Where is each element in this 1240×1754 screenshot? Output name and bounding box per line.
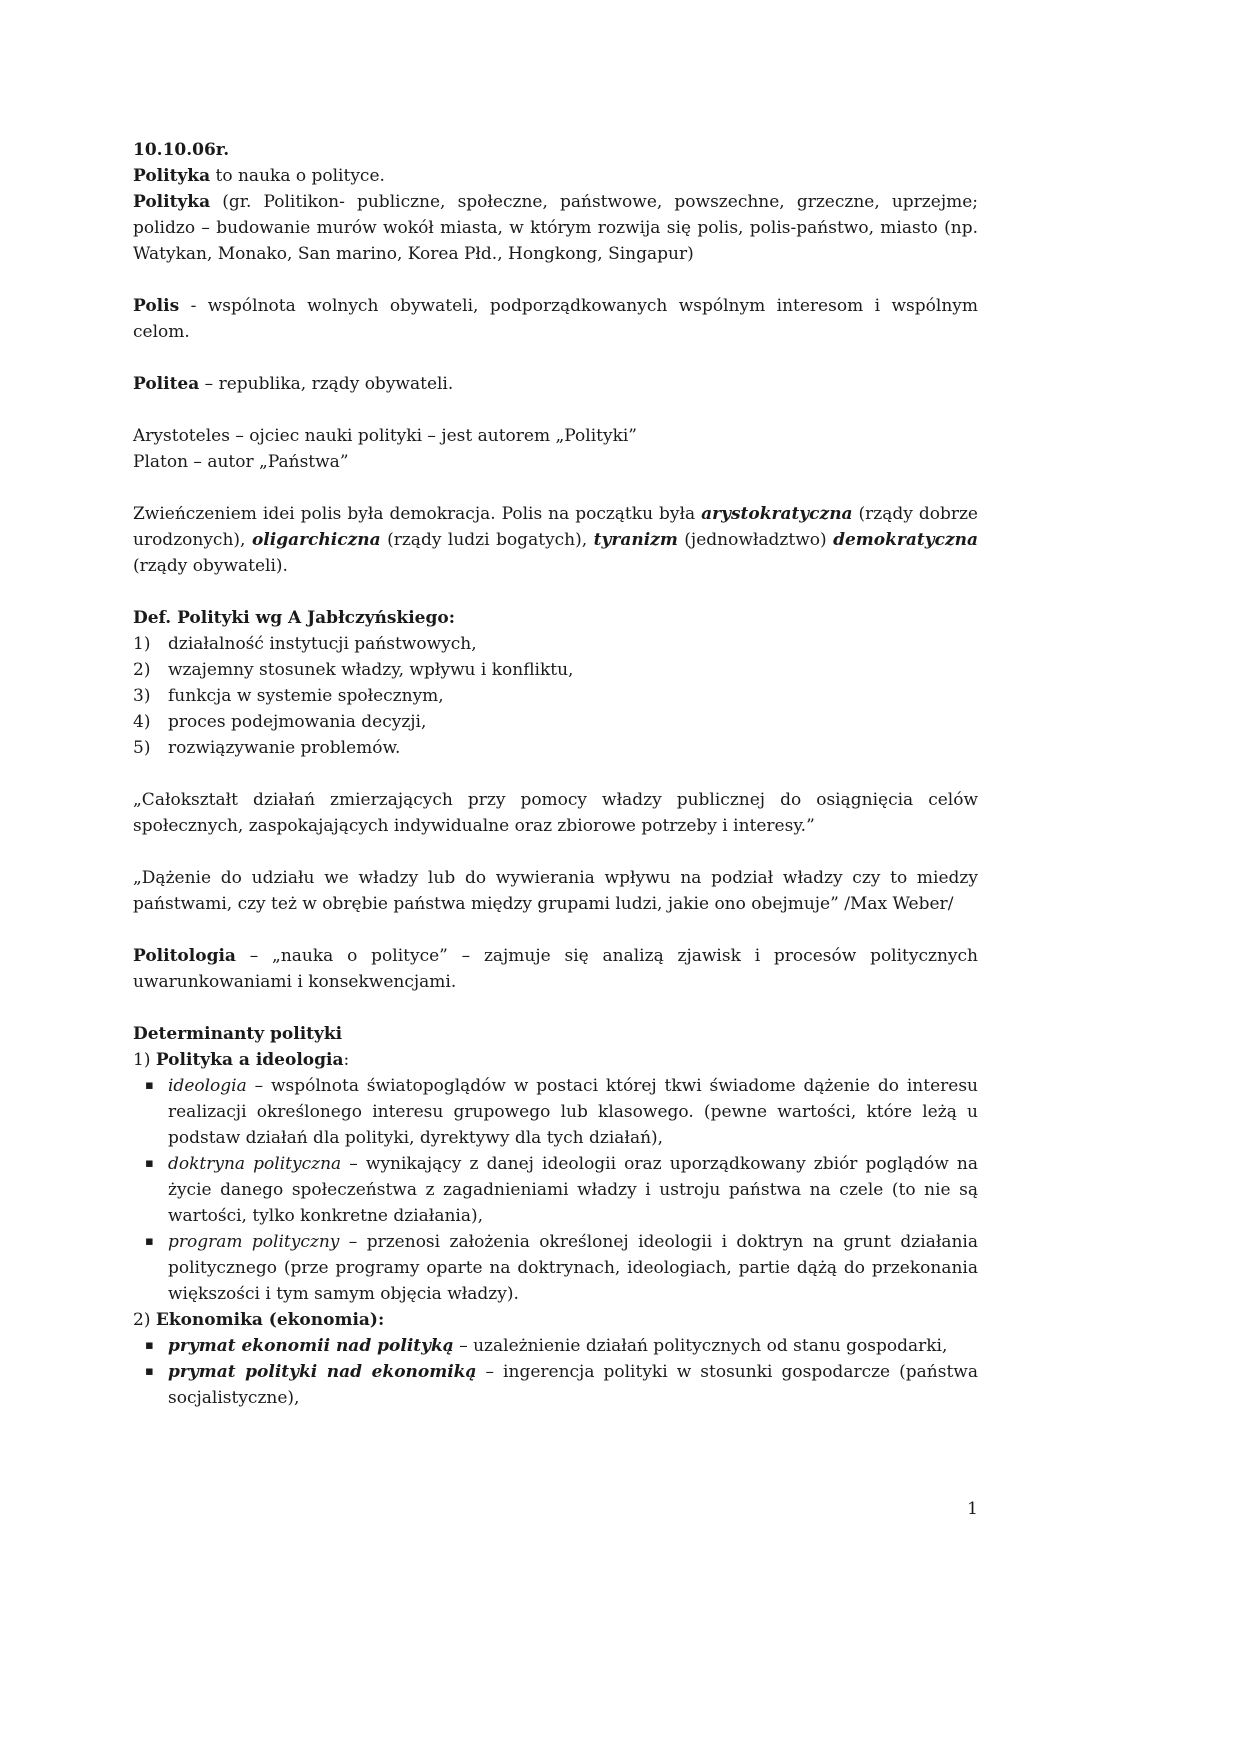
bullet-icon: ▪ [145, 1078, 154, 1093]
bullet-lead-term: ideologia [168, 1076, 247, 1096]
text-segment: – „nauka o polityce” – zajmuje się analizą zjawisk i procesów politycznych uwarunkowaniami i konsekwencjami. [133, 946, 978, 992]
text-segment: Arystoteles – ojciec nauki polityki – jest autorem „Polityki” [133, 426, 637, 446]
subheading-polityka-ideologia [133, 1047, 978, 1073]
term-tyranizm: tyranizm [593, 530, 678, 550]
text-segment: (jednowładztwo) [677, 530, 834, 550]
bullet-list-item [133, 1359, 978, 1411]
bullet-icon: ▪ [145, 1234, 154, 1249]
bullet-body-text: – ingerencja polityki w stosunki gospodarcze (państwa socjalistyczne), [168, 1362, 978, 1408]
term-politea: Politea [133, 374, 200, 394]
list-item-number: 4) [133, 712, 151, 732]
bullet-icon: ▪ [145, 1364, 154, 1379]
text-segment: (rządy ludzi bogatych), [380, 530, 594, 550]
list-item-number: 3) [133, 686, 151, 706]
text-segment: to nauka o polityce. [210, 166, 385, 186]
paragraph-platon [133, 449, 978, 475]
heading-def-polityki [133, 605, 978, 631]
bullet-body-text: – wynikający z danej ideologii oraz uporządkowany zbiór poglądów na życie danego społeczeństwa z zagadnieniami władzy i ustroju państwa na czele (to nie są wartości, tylko konkretne działania), [168, 1154, 978, 1226]
bullet-body-text: – przenosi założenia określonej ideologii i doktryn na grunt działania politycznego (prze programy oparte na doktrynach, ideologiach, partie dążą do przekonania większości i tym samym objęcia władzy). [168, 1232, 978, 1304]
bullet-list-item [133, 1229, 978, 1307]
list-item-text: funkcja w systemie społecznym, [168, 686, 444, 706]
subheading-ekonomika [133, 1307, 978, 1333]
text-segment: (rządy dobrze urodzonych), [133, 504, 978, 550]
text-segment: Zwieńczeniem idei polis była demokracja. Polis na początku była [133, 504, 702, 524]
numbered-list-item [133, 631, 978, 657]
paragraph-polis [133, 293, 978, 345]
list-item-text: wzajemny stosunek władzy, wpływu i konfliktu, [168, 660, 574, 680]
paragraph-quote-max-weber [133, 865, 978, 917]
text-segment: (gr. Politikon- publiczne, społeczne, państwowe, powszechne, grzeczne, uprzejme; polidzo – budowanie murów wokół miasta, w którym rozwija się polis, polis-państwo, miasto (np. Watykan, Monako, San marino, Korea Płd., Hongkong, Singapur) [133, 192, 978, 264]
bullet-lead-term: prymat ekonomii nad polityką [168, 1336, 454, 1356]
text-segment: Platon – autor „Państwa” [133, 452, 349, 472]
term-polis: Polis [133, 296, 180, 316]
paragraph-politologia [133, 943, 978, 995]
heading-text: Determinanty polityki [133, 1024, 343, 1044]
numbered-list-item [133, 683, 978, 709]
page-number: 1 [967, 1499, 978, 1519]
term-polityka: Polityka [133, 192, 211, 212]
list-item-number: 1) [133, 634, 151, 654]
list-item-number: 2) [133, 1310, 156, 1330]
paragraph-polityka-greek [133, 189, 978, 267]
bullet-lead-term: prymat polityki nad ekonomiką [168, 1362, 477, 1382]
quote-text: „Całokształt działań zmierzających przy pomocy władzy publicznej do osiągnięcia celów społecznych, zaspokajających indywidualne oraz zbiorowe potrzeby i interesy.” [133, 790, 978, 836]
document-content [133, 137, 978, 1411]
subheading-text: Ekonomika (ekonomia): [155, 1310, 385, 1330]
bullet-body-text: – uzależnienie działań politycznych od stanu gospodarki, [453, 1336, 948, 1356]
text-segment: : [343, 1050, 350, 1070]
numbered-list-item [133, 735, 978, 761]
term-demokratyczna: demokratyczna [833, 530, 978, 550]
paragraph-polityka-short [133, 163, 978, 189]
paragraph-demokracja [133, 501, 978, 579]
bullet-body-text: – wspólnota światopoglądów w postaci której tkwi świadome dążenie do interesu realizacji określonego interesu grupowego lub klasowego. (pewne wartości, które leżą u podstaw działań dla polityki, dyrektywy dla tych działań), [168, 1076, 978, 1148]
list-item-text: działalność instytucji państwowych, [168, 634, 477, 654]
heading-text: Def. Polityki wg A Jabłczyńskiego: [133, 608, 455, 628]
term-arystokratyczna: arystokratyczna [701, 504, 853, 524]
bullet-list-item [133, 1073, 978, 1151]
bullet-icon: ▪ [145, 1156, 154, 1171]
term-oligarchiczna: oligarchiczna [251, 530, 381, 550]
paragraph-arystoteles [133, 423, 978, 449]
bullet-icon: ▪ [145, 1338, 154, 1353]
text-segment: - wspólnota wolnych obywateli, podporządkowanych wspólnym interesom i wspólnym celom. [133, 296, 978, 342]
subheading-text: Polityka a ideologia [155, 1050, 344, 1070]
numbered-list-item [133, 657, 978, 683]
text-segment: (rządy obywateli). [133, 556, 288, 576]
term-politologia: Politologia [133, 946, 236, 966]
numbered-list-item [133, 709, 978, 735]
list-item-text: proces podejmowania decyzji, [168, 712, 427, 732]
text-segment: – republika, rządy obywateli. [199, 374, 454, 394]
list-item-number: 5) [133, 738, 151, 758]
date-text: 10.10.06r. [133, 140, 230, 160]
bullet-list-item [133, 1333, 978, 1359]
term-polityka: Polityka [133, 166, 211, 186]
bullet-lead-term: program polityczny [168, 1232, 340, 1252]
quote-text: „Dążenie do udziału we władzy lub do wywierania wpływu na podział władzy czy to miedzy państwami, czy też w obrębie państwa między grupami ludzi, jakie ono obejmuje” /Max Weber/ [133, 868, 978, 914]
bullet-lead-term: doktryna polityczna [168, 1154, 342, 1174]
list-item-number: 1) [133, 1050, 156, 1070]
list-item-number: 2) [133, 660, 151, 680]
heading-determinanty [133, 1021, 978, 1047]
list-item-text: rozwiązywanie problemów. [168, 738, 401, 758]
bullet-list-item [133, 1151, 978, 1229]
date-heading [133, 137, 978, 163]
paragraph-quote-calokstalt [133, 787, 978, 839]
paragraph-politea [133, 371, 978, 397]
